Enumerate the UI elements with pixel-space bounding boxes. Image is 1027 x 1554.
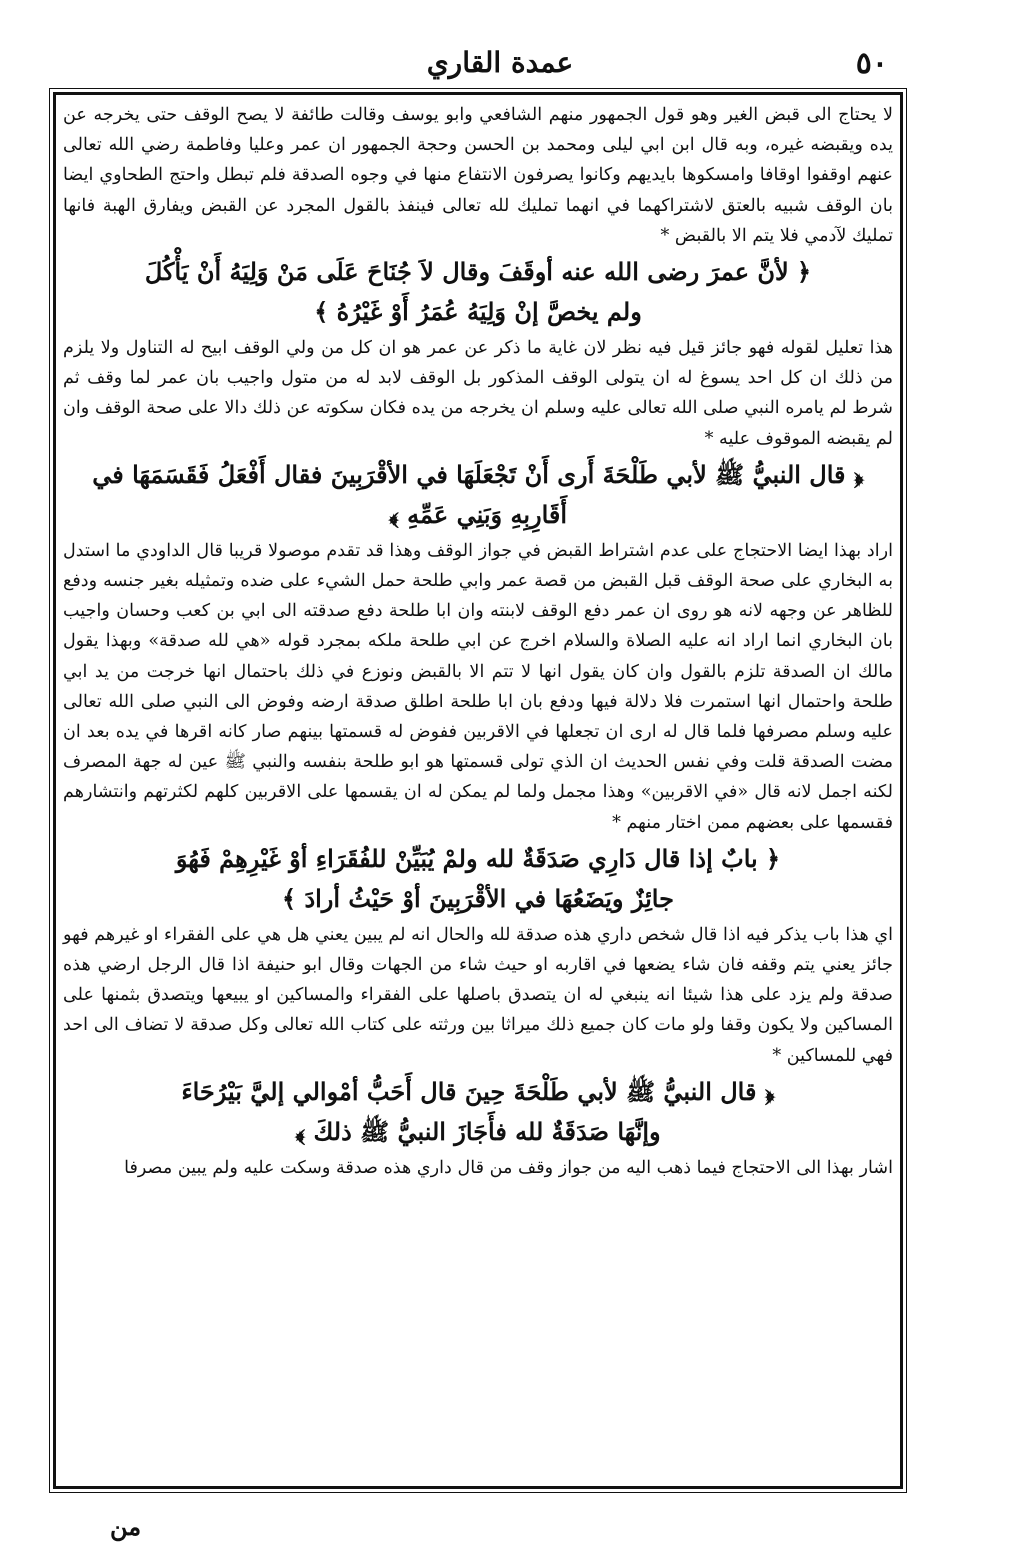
heading-line: ﴿ بابٌ إذا قال دَارِي صَدَقَةٌ لله ولمْ يُبَيِّنْ للفُقَرَاءِ أوْ غَيْرِهِمْ فَهُوَ <box>175 843 781 873</box>
heading-line: ﴿ لأنَّ عمرَ رضى الله عنه أوقَفَ وقال لاَ جُنَاحَ عَلَى مَنْ وَلِيَهُ أَنْ يَأْكُلَ <box>144 257 812 287</box>
section-heading <box>63 1072 893 1152</box>
catchword: من <box>110 1512 142 1541</box>
paragraph: اي هذا باب يذكر فيه اذا قال شخص داري هذه صدقة لله والحال انه لم يبين يعني هل هي على الفقراء او غيرهم فهو جائز يعني يتم وقفه فان شاء يضعها في اقاربه او حيث شاء من الجهات وقال ابو حنيفة اذا قال الرجل ارضي هذه صدقة ولم يزد على هذا شيئا انه ينبغي له ان يتصدق باصلها على الفقراء والمساكين او يبيعها ويتصدق بثمنها على المساكين ولا يكون وقفا ولو مات كان جميع ذلك ميراثا بين ورثته على كتاب الله تعالى وكل صدقة لا تضاف الى احد فهي للمساكين * <box>63 924 893 1066</box>
main-text <box>63 100 893 1183</box>
paragraph: هذا تعليل لقوله فهو جائز قيل فيه نظر لان غاية ما ذكر عن عمر هو ان كل من ولي الوقف ابيح له التناول ولا يلزم من ذلك ان كل احد يسوغ له ان يتولى الوقف المذكور بل الوقف لابد له من متول واجيب بان عمر لما وقف ثم شرط لم يامره النبي صلى الله تعالى عليه وسلم ان يخرجه من يده فكان سكوته عن ذلك دالا على صحة الوقف وان لم يقبضه الموقوف عليه * <box>63 338 893 449</box>
heading-line: جائِزٌ ويَضَعُهَا في الأقْرَبِينَ أوْ حَيْثُ أرادَ ﴾ <box>282 883 674 913</box>
page-header <box>100 44 900 84</box>
running-title: عمدة القاري <box>426 46 574 79</box>
paragraph: لا يحتاج الى قبض الغير وهو قول الجمهور منهم الشافعي وابو يوسف وقالت طائفة لا يصح الوقف حتى يخرجه عن يده ويقبضه غيره، وبه قال ابن ابي ليلى ومحمد بن الحسن وحجة الجمهور ان عمر وعليا وفاطمة رضي الله تعالى عنهم اوقفوا اوقافا وامسكوها بايديهم وكانوا يصرفون الانتفاع منها في وجوه الصدقة فلم تبطل واحتج الطحاوي ايضا بان الوقف شبيه بالعتق لاشتراكهما في انهما تمليك لله تعالى فينفذ بالقول المجرد عن القبض ويفارق الهبة فانها تمليك لآدمي فلا يتم الا بالقبض * <box>63 105 893 246</box>
heading-line: ﴿ قال النبيُّ ﷺ لأبي طَلْحَةَ أَرى أَنْ تَجْعَلَهَا في الأقْرَبِينَ فقال أَفْعَلُ فَقَسَمَهَا في أَقَارِبِهِ وَبَنِي عَمِّهِ ﴾ <box>92 459 864 529</box>
page-number: ٥٠ <box>855 46 888 81</box>
heading-line: ﴿ قال النبيُّ ﷺ لأبي طَلْحَةَ حِينَ قال أَحَبُّ أمْوالي إليَّ بَيْرُحَاءَ <box>181 1076 775 1106</box>
paragraph: اشار بهذا الى الاحتجاج فيما ذهب اليه من جواز وقف من قال داري هذه صدقة وسكت عليه ولم يبين مصرفا <box>124 1157 893 1178</box>
chapter-heading <box>63 839 893 919</box>
section-heading <box>63 252 893 332</box>
heading-line: وإنَّهَا صَدَقَةٌ لله فأَجَازَ النبيُّ ﷺ ذلكَ ﴾ <box>295 1116 661 1146</box>
paragraph: اراد بهذا ايضا الاحتجاج على عدم اشتراط القبض في جواز الوقف وهذا قد تقدم موصولا قريبا قال الداودي ما استدل به البخاري على صحة الوقف قبل القبض من قصة عمر وابي طلحة حمل الشيء على ضده وتمثيله بغير جنسه ودفع للظاهر عن وجهه لانه هو روى ان عمر دفع الوقف لابنته وان ابا طلحة دفع صدقته الى ابي بن كعب وحسان واجيب بان البخاري انما اراد انه عليه الصلاة والسلام اخرج عن ابي طلحة ملكه بمجرد قوله «هي لله صدقة» وبهذا يقول مالك ان الصدقة تلزم بالقول وان كان يقول انها لا تتم الا بالقبض ونوزع في ذلك باحتمال انها خرجت من يد ابي طلحة واحتمال انها استمرت فلا دلالة فيها ودفع بان ابا طلحة اطلق صدقة ارضه وفوض الى النبي صلى الله تعالى عليه وسلم مصرفها فلما قال له ارى ان تجعلها في الاقربين ففوض له قسمتها بينهم صار كانه اقرها في يده بعد ان مضت الصدقة قلت وفي نفس الحديث ان الذي تولى قسمتها هو ابو طلحة بنفسه والنبي ﷺ عين له جهة المصرف لكنه اجمل لانه قال «في الاقربين» وهذا مجمل ولما لم يمكن له ان يقسمها على الاقربين كلهم لكثرتهم وانتشارهم فقسمها على بعضهم ممن اختار منهم * <box>63 540 893 833</box>
section-heading <box>63 455 893 535</box>
heading-line: ولم يخصَّ إنْ وَلِيَهُ عُمَرُ أَوْ غَيْرُهُ ﴾ <box>314 297 642 327</box>
